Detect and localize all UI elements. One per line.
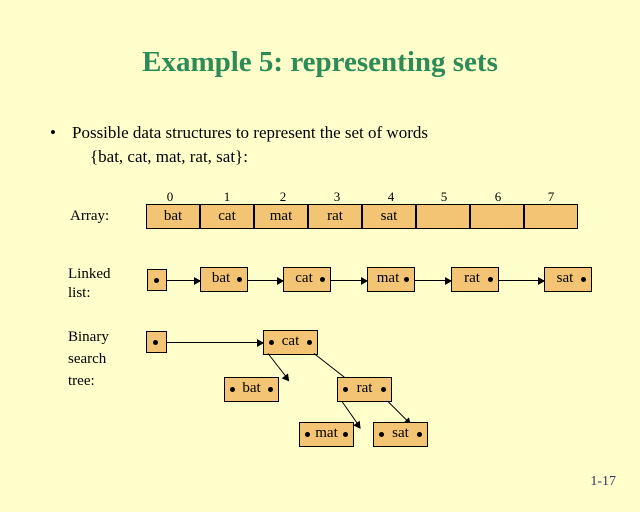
linked-list-node-cat-label: cat <box>295 270 313 286</box>
pointer-dot-icon <box>404 277 409 282</box>
page-number: 1-17 <box>590 474 616 489</box>
array-cell-4[interactable]: sat <box>362 204 416 229</box>
array-label: Array: <box>70 208 110 224</box>
pointer-dot-icon <box>154 278 159 283</box>
page-title: Example 5: representing sets <box>142 46 498 78</box>
pointer-dot-icon <box>381 387 386 392</box>
pointer-dot-icon <box>343 387 348 392</box>
array-index-0: 0 <box>166 189 174 204</box>
array-cell-3[interactable]: rat <box>308 204 362 229</box>
array-index-2: 2 <box>279 189 287 204</box>
pointer-dot-icon <box>307 340 312 345</box>
linked-list-node-sat[interactable] <box>544 267 592 292</box>
bst-node-sat[interactable] <box>373 422 428 447</box>
array-cell-5[interactable] <box>416 204 470 229</box>
bst-node-mat[interactable] <box>299 422 354 447</box>
pointer-dot-icon <box>153 340 158 345</box>
bst-node-bat[interactable] <box>224 377 279 402</box>
bst-node-cat-label: cat <box>281 333 300 349</box>
linked-list-node-mat[interactable] <box>367 267 415 292</box>
array-index-3: 3 <box>333 189 341 204</box>
array-index-4: 4 <box>387 189 395 204</box>
pointer-dot-icon <box>230 387 235 392</box>
bst-label-line3: tree: <box>68 373 95 389</box>
bullet-line-2: {bat, cat, mat, rat, sat}: <box>90 147 248 166</box>
bst-node-mat-label: mat <box>315 425 338 441</box>
array-index-7: 7 <box>547 189 555 204</box>
linked-list-node-mat-label: mat <box>376 270 400 286</box>
bst-root-pointer[interactable] <box>146 331 167 353</box>
array-cell-2[interactable]: mat <box>254 204 308 229</box>
linked-list-node-cat[interactable] <box>283 267 331 292</box>
pointer-dot-icon <box>305 432 310 437</box>
array-cell-6[interactable] <box>470 204 524 229</box>
pointer-dot-icon <box>581 277 586 282</box>
array-cell-0[interactable]: bat <box>146 204 200 229</box>
linked-list-arrow-rat-to-sat <box>499 280 544 281</box>
bst-label-line1: Binary <box>68 329 109 345</box>
pointer-dot-icon <box>343 432 348 437</box>
linked-list-label-line1: Linked <box>68 266 111 282</box>
array-index-1: 1 <box>223 189 231 204</box>
array-cell-1[interactable]: cat <box>200 204 254 229</box>
bst-node-cat[interactable] <box>263 330 318 355</box>
linked-list-node-rat-label: rat <box>464 270 480 286</box>
bst-node-rat-label: rat <box>356 380 373 396</box>
pointer-dot-icon <box>269 340 274 345</box>
bst-node-rat[interactable] <box>337 377 392 402</box>
bst-arrow-rat-to-sat <box>388 401 411 424</box>
pointer-dot-icon <box>268 387 273 392</box>
array-index-6: 6 <box>494 189 502 204</box>
pointer-dot-icon <box>417 432 422 437</box>
bst-node-sat-label: sat <box>392 425 409 441</box>
bst-node-bat-label: bat <box>242 380 261 396</box>
pointer-dot-icon <box>488 277 493 282</box>
linked-list-node-sat-label: sat <box>556 270 574 286</box>
linked-list-node-bat-label: bat <box>211 270 231 286</box>
linked-list-label-line2: list: <box>68 285 91 301</box>
bullet-marker: • <box>50 123 56 142</box>
pointer-dot-icon <box>379 432 384 437</box>
linked-list-head-pointer[interactable] <box>147 269 167 291</box>
bst-arrow-root-pointer-to-cat <box>167 342 263 343</box>
array-index-5: 5 <box>440 189 448 204</box>
array-cell-7[interactable] <box>524 204 578 229</box>
bullet-line-1: Possible data structures to represent the set of words <box>72 123 428 142</box>
linked-list-node-rat[interactable] <box>451 267 499 292</box>
linked-list-node-bat[interactable] <box>200 267 248 292</box>
pointer-dot-icon <box>320 277 325 282</box>
pointer-dot-icon <box>237 277 242 282</box>
bst-label-line2: search <box>68 351 107 367</box>
